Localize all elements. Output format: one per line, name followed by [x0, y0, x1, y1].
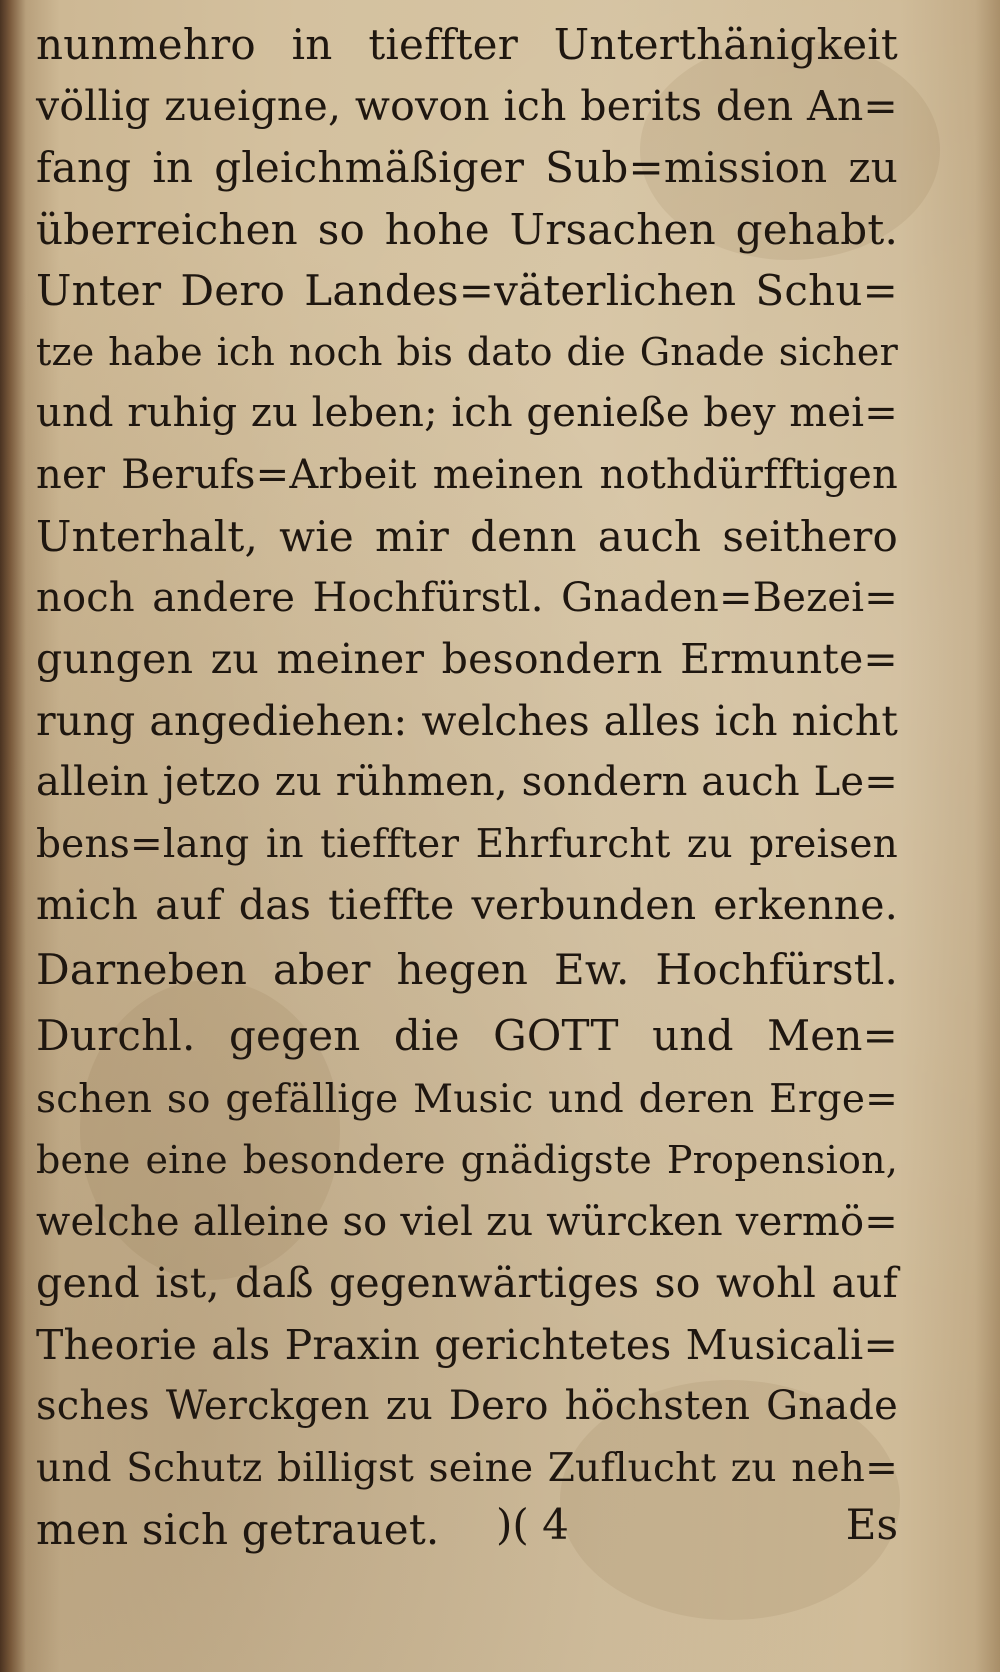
text-line: bene eine besondere gnädigste Propension,: [36, 1138, 898, 1182]
text-line: gend ist, daß gegenwärtiges so wohl auf: [36, 1259, 898, 1307]
body-text: [36, 14, 898, 1561]
text-line: mich auf das tieffte verbunden erkenne.: [36, 881, 898, 929]
text-line: nunmehro in tieffter Unterthänigkeit: [36, 20, 898, 69]
page-footer: [36, 1500, 898, 1570]
text-line: sches Werckgen zu Dero höchsten Gnade: [36, 1383, 898, 1429]
catchword: Es: [845, 1500, 898, 1549]
text-line: men sich getrauet.: [36, 1505, 440, 1554]
text-line: fang in gleichmäßiger Sub=mission zu: [36, 143, 898, 192]
text-line: tze habe ich noch bis dato die Gnade sicher: [36, 329, 898, 374]
text-line: schen so gefällige Music und deren Erge=: [36, 1076, 898, 1122]
text-line: völlig zueigne, wovon ich berits den An=: [36, 81, 898, 130]
text-line: Durchl. gegen die GOTT und Men=: [36, 1010, 898, 1060]
text-line: allein jetzo zu rühmen, sondern auch Le=: [36, 759, 898, 805]
text-line: ner Berufs=Arbeit meinen nothdürfftigen: [36, 451, 898, 498]
text-line: bens=lang in tieffter Ehrfurcht zu preisen: [36, 821, 898, 867]
signature-mark: )( 4: [496, 1500, 569, 1549]
text-line: noch andere Hochfürstl. Gnaden=Bezei=: [36, 574, 898, 621]
text-line: und Schutz billigst seine Zuflucht zu neh=: [36, 1445, 898, 1491]
text-line: rung angediehen: welches alles ich nicht: [36, 696, 898, 745]
text-line: gungen zu meiner besondern Ermunte=: [36, 635, 898, 683]
text-line: welche alleine so viel zu würcken vermö=: [36, 1198, 898, 1245]
text-line: überreichen so hohe Ursachen gehabt.: [36, 204, 898, 254]
text-line: Theorie als Praxin gerichtetes Musicali=: [36, 1320, 898, 1369]
text-line: Darneben aber hegen Ew. Hochfürstl.: [36, 944, 898, 994]
text-line: Unterhalt, wie mir denn auch seithero: [36, 512, 898, 561]
text-line: und ruhig zu leben; ich genieße bey mei=: [36, 390, 898, 436]
text-line: Unter Dero Landes=väterlichen Schu=: [36, 266, 898, 315]
